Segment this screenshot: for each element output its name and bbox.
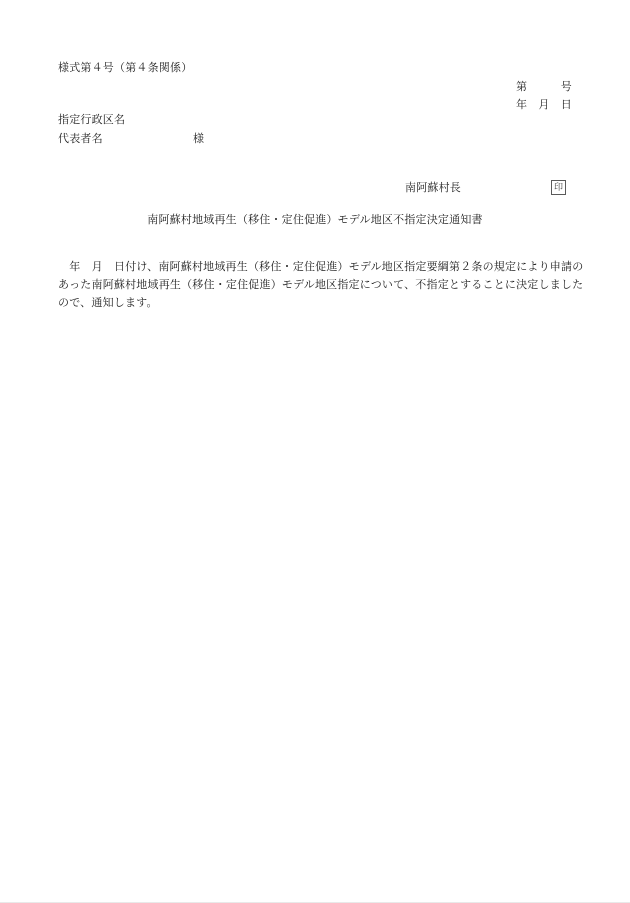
seal-mark [551,180,566,195]
sender-name: 南阿蘇村長 [405,182,461,194]
document-date-line: 年 月 日 [516,99,572,111]
body-paragraph [58,258,588,312]
addressee-district-label: 指定行政区名 [58,114,126,126]
document-number-line: 第 号 [516,81,572,93]
seal-label: 印 [553,182,563,192]
addressee-honorific: 様 [193,133,205,145]
body-line: あった南阿蘇村地域再生（移住・定住促進）モデル地区指定について、不指定とすることに決定しました [58,279,584,291]
body-line: ので、通知します。 [58,297,158,309]
body-line: 年 月 日付け、南阿蘇村地域再生（移住・定住促進）モデル地区指定要綱第２条の規定により申請の [58,261,584,273]
addressee-representative-label: 代表者名 [58,133,103,145]
number-date-block [516,78,572,114]
document-title: 南阿蘇村地域再生（移住・定住促進）モデル地区不指定決定通知書 [147,214,483,226]
form-number: 様式第４号（第４条関係） [58,62,193,74]
